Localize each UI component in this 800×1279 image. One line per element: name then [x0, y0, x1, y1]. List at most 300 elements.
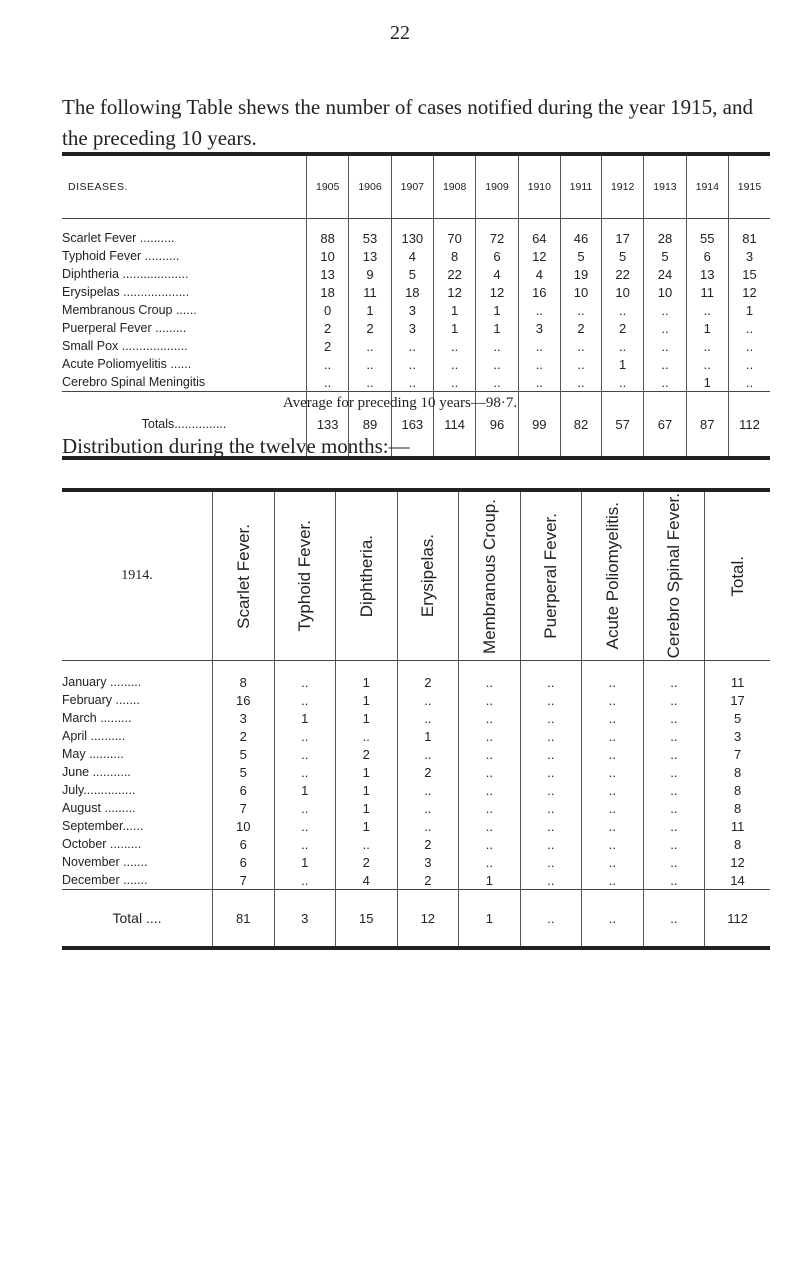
month-name: December ....... [62, 871, 213, 890]
cell-value: 64 [518, 219, 560, 248]
cell-value: 2 [307, 337, 349, 355]
month-name: August ......... [62, 799, 213, 817]
column-header-label: Membranous Croup. [479, 498, 499, 654]
cell-value: 1 [476, 319, 518, 337]
cell-value: 3 [518, 319, 560, 337]
cell-value: .. [601, 337, 643, 355]
column-header-label: Puerperal Fever. [541, 513, 561, 639]
month-name: April .......... [62, 727, 213, 745]
total-value: 87 [686, 392, 728, 459]
column-header-year: 1914. [62, 490, 213, 661]
table-row [62, 247, 770, 265]
total-value: 81 [213, 890, 275, 949]
table-row [62, 337, 770, 355]
total-value: 3 [274, 890, 336, 949]
cell-value: 18 [307, 283, 349, 301]
cell-value: .. [397, 745, 459, 763]
cell-value: .. [391, 355, 433, 373]
table-row [62, 853, 770, 871]
cell-value: 3 [391, 319, 433, 337]
column-header-disease [582, 490, 644, 661]
cell-value: .. [643, 745, 705, 763]
cell-value: 6 [213, 781, 275, 799]
total-value: 163 [391, 392, 433, 459]
cell-value: .. [307, 355, 349, 373]
cell-value: .. [644, 355, 686, 373]
cell-value: .. [459, 781, 521, 799]
cell-value: 8 [733, 800, 742, 816]
cell-value: .. [582, 871, 644, 890]
cell-value: 28 [644, 219, 686, 248]
cell-value: .. [582, 745, 644, 763]
cell-value: 12 [433, 283, 475, 301]
cell-value: .. [644, 337, 686, 355]
total-value: 82 [560, 392, 601, 459]
cell-value: .. [459, 835, 521, 853]
cell-value: .. [601, 373, 643, 392]
cell-value: 8 [213, 661, 275, 692]
column-header-label: Erysipelas. [418, 534, 438, 618]
column-header-year: 1907 [391, 154, 433, 219]
cell-value: .. [274, 727, 336, 745]
cell-value: .. [518, 373, 560, 392]
cell-value: .. [459, 799, 521, 817]
cell-value: 12 [518, 247, 560, 265]
cell-value: 81 [742, 230, 757, 246]
cell-value: 6 [476, 247, 518, 265]
column-header-label: Diphtheria. [356, 534, 376, 618]
disease-name: Scarlet Fever .......... [62, 219, 307, 248]
column-header-year: 1909 [476, 154, 518, 219]
column-header-year: 1905 [307, 154, 349, 219]
cell-value: .. [560, 301, 601, 319]
cell-value: .. [582, 817, 644, 835]
cell-value: 88 [307, 219, 349, 248]
total-value: 133 [307, 392, 349, 459]
cell-value: 18 [391, 283, 433, 301]
disease-name: Erysipelas ................... [62, 283, 307, 301]
cell-value: .. [643, 799, 705, 817]
cell-value: .. [643, 661, 705, 692]
column-header-disease [336, 490, 398, 661]
total-value: 57 [601, 392, 643, 459]
cell-value: .. [745, 320, 754, 336]
cell-value: .. [582, 763, 644, 781]
cell-value: .. [520, 745, 582, 763]
cell-value: 11 [686, 283, 728, 301]
cell-value: 4 [518, 265, 560, 283]
table-row [62, 691, 770, 709]
cell-value: .. [459, 727, 521, 745]
cell-value: .. [520, 799, 582, 817]
intro-text: The following Table shews the number of cases notified during the year 1915, and the preceding 10 years. [62, 95, 753, 150]
column-header-label: Total. [728, 555, 748, 597]
cell-value: .. [644, 373, 686, 392]
cell-value: 12 [730, 854, 745, 870]
cell-value: 2 [213, 727, 275, 745]
cell-value: 1 [336, 691, 398, 709]
cell-value: 1 [336, 817, 398, 835]
cell-value: 10 [307, 247, 349, 265]
cell-value: 1 [336, 763, 398, 781]
total-value: 89 [349, 392, 391, 459]
table-row [62, 283, 770, 301]
cell-value: 1 [349, 301, 391, 319]
cell-value: .. [560, 373, 601, 392]
average-note: Average for preceding 10 years—98·7. [282, 395, 518, 411]
cell-value: .. [643, 691, 705, 709]
cell-value: .. [560, 337, 601, 355]
cell-value: 10 [213, 817, 275, 835]
cell-value: 1 [336, 661, 398, 692]
cell-value: 46 [560, 219, 601, 248]
month-name: November ....... [62, 853, 213, 871]
cell-value: 1 [745, 302, 754, 318]
table-row [62, 355, 770, 373]
cell-value: .. [644, 301, 686, 319]
cell-value: 2 [601, 319, 643, 337]
cell-value: .. [745, 356, 754, 372]
cell-value: 1 [686, 319, 728, 337]
cell-value: .. [643, 763, 705, 781]
cell-value: 1 [274, 709, 336, 727]
column-header-label: Acute Poliomyelitis. [602, 502, 622, 650]
cell-value: 11 [730, 674, 745, 690]
cell-value: 12 [742, 284, 757, 300]
cell-value: 8 [733, 836, 742, 852]
cell-value: .. [518, 301, 560, 319]
cell-value: 53 [349, 219, 391, 248]
cell-value: 9 [349, 265, 391, 283]
table-row [62, 817, 770, 835]
totals-label: Total .... [62, 890, 213, 949]
totals-label: Totals............... [62, 392, 307, 459]
month-name: February ....... [62, 691, 213, 709]
cell-value: 7 [213, 799, 275, 817]
cell-value: .. [274, 661, 336, 692]
table-row [62, 265, 770, 283]
table-row [62, 727, 770, 745]
cell-value: .. [582, 781, 644, 799]
cell-value: .. [686, 355, 728, 373]
table-row [62, 871, 770, 890]
cell-value: .. [520, 835, 582, 853]
cell-value: 24 [644, 265, 686, 283]
cell-value: .. [520, 709, 582, 727]
month-name: May .......... [62, 745, 213, 763]
cell-value: .. [518, 355, 560, 373]
cell-value: 6 [213, 853, 275, 871]
total-value: 99 [518, 392, 560, 459]
cell-value: 72 [476, 219, 518, 248]
cell-value: 16 [213, 691, 275, 709]
total-value: .. [582, 890, 644, 949]
total-value: 114 [433, 392, 475, 459]
cell-value: .. [274, 871, 336, 890]
cell-value: 2 [560, 319, 601, 337]
cell-value: .. [643, 727, 705, 745]
cell-value: .. [459, 817, 521, 835]
cell-value: .. [274, 691, 336, 709]
cell-value: .. [307, 373, 349, 392]
cell-value: .. [397, 781, 459, 799]
notifications-by-year-table [62, 152, 770, 460]
month-name: September...... [62, 817, 213, 835]
cell-value: .. [336, 835, 398, 853]
cell-value: .. [476, 337, 518, 355]
cell-value: .. [582, 727, 644, 745]
cell-value: .. [520, 817, 582, 835]
cell-value: .. [391, 373, 433, 392]
cell-value: .. [274, 817, 336, 835]
cell-value: .. [560, 355, 601, 373]
column-header-label: Scarlet Fever. [233, 523, 253, 629]
cell-value: .. [643, 871, 705, 890]
page-number: 22 [390, 22, 410, 44]
cell-value: .. [582, 709, 644, 727]
cell-value: 1 [336, 781, 398, 799]
cell-value: .. [520, 853, 582, 871]
cell-value: .. [582, 661, 644, 692]
cell-value: 1 [397, 727, 459, 745]
cell-value: .. [644, 319, 686, 337]
cell-value: .. [433, 355, 475, 373]
disease-name: Cerebro Spinal Meningitis [62, 373, 307, 392]
cell-value: 4 [476, 265, 518, 283]
cell-value: 3 [733, 728, 742, 744]
cell-value: 1 [686, 373, 728, 392]
cell-value: 2 [307, 319, 349, 337]
column-header-disease [520, 490, 582, 661]
table-row [62, 835, 770, 853]
column-header-diseases: DISEASES. [62, 154, 307, 219]
cell-value: .. [349, 337, 391, 355]
table-row [62, 373, 770, 392]
disease-name: Small Pox ................... [62, 337, 307, 355]
cell-value: 4 [391, 247, 433, 265]
cell-value: .. [476, 355, 518, 373]
cell-value: .. [686, 301, 728, 319]
cell-value: 2 [336, 745, 398, 763]
cell-value: 13 [307, 265, 349, 283]
cell-value: 5 [213, 745, 275, 763]
cell-value: .. [520, 781, 582, 799]
month-name: October ......... [62, 835, 213, 853]
cell-value: 1 [476, 301, 518, 319]
cell-value: 10 [644, 283, 686, 301]
column-header-disease [397, 490, 459, 661]
cell-value: 3 [391, 301, 433, 319]
cell-value: 55 [686, 219, 728, 248]
cell-value: .. [520, 871, 582, 890]
cell-value: 1 [274, 781, 336, 799]
cell-value: 10 [560, 283, 601, 301]
cell-value: .. [433, 337, 475, 355]
column-header-label: Typhoid Fever. [295, 520, 315, 632]
cell-value: .. [459, 853, 521, 871]
cell-value: .. [745, 338, 754, 354]
cell-value: .. [459, 763, 521, 781]
cell-value: 11 [349, 283, 391, 301]
cell-value: 1 [601, 355, 643, 373]
table-row [62, 799, 770, 817]
cell-value: .. [582, 799, 644, 817]
cell-value: .. [582, 835, 644, 853]
cell-value: .. [643, 781, 705, 799]
cell-value: 7 [213, 871, 275, 890]
monthly-distribution-table [62, 488, 770, 950]
cell-value: 14 [730, 872, 745, 888]
cell-value: 4 [336, 871, 398, 890]
cell-value: .. [582, 853, 644, 871]
cell-value: 22 [433, 265, 475, 283]
cell-value: 2 [336, 853, 398, 871]
cell-value: 8 [733, 782, 742, 798]
column-header-year: 1910 [518, 154, 560, 219]
disease-name: Membranous Croup ...... [62, 301, 307, 319]
cell-value: 22 [601, 265, 643, 283]
month-name: July............... [62, 781, 213, 799]
cell-value: 1 [336, 799, 398, 817]
cell-value: 13 [349, 247, 391, 265]
cell-value: 16 [518, 283, 560, 301]
cell-value: 1 [274, 853, 336, 871]
cell-value: 3 [397, 853, 459, 871]
table-row [62, 219, 770, 248]
cell-value: 6 [686, 247, 728, 265]
month-name: March ......... [62, 709, 213, 727]
cell-value: 70 [433, 219, 475, 248]
cell-value: .. [391, 337, 433, 355]
cell-value: .. [349, 373, 391, 392]
cell-value: 17 [730, 692, 745, 708]
table-row [62, 781, 770, 799]
month-name: June ........... [62, 763, 213, 781]
cell-value: 7 [733, 746, 742, 762]
cell-value: 17 [601, 219, 643, 248]
cell-value: 11 [730, 818, 745, 834]
cell-value: 12 [476, 283, 518, 301]
cell-value: 2 [397, 763, 459, 781]
cell-value: .. [520, 691, 582, 709]
cell-value: 130 [391, 219, 433, 248]
column-header-label: Cerebro Spinal Fever. [664, 493, 684, 659]
cell-value: 5 [560, 247, 601, 265]
cell-value: .. [274, 745, 336, 763]
cell-value: 5 [733, 710, 742, 726]
cell-value: .. [336, 727, 398, 745]
cell-value: .. [349, 355, 391, 373]
cell-value: 5 [213, 763, 275, 781]
total-value: 67 [644, 392, 686, 459]
cell-value: .. [643, 709, 705, 727]
cell-value: 8 [433, 247, 475, 265]
cell-value: 1 [336, 709, 398, 727]
total-value: 96 [476, 392, 518, 459]
cell-value: 2 [397, 835, 459, 853]
cell-value: .. [433, 373, 475, 392]
column-header-disease [643, 490, 705, 661]
cell-value: 5 [391, 265, 433, 283]
table-row [62, 745, 770, 763]
cell-value: 5 [601, 247, 643, 265]
column-header-year: 1912 [601, 154, 643, 219]
cell-value: .. [459, 745, 521, 763]
column-header-year: 1913 [644, 154, 686, 219]
column-header-year: 1911 [560, 154, 601, 219]
cell-value: .. [745, 374, 754, 390]
cell-value: 6 [213, 835, 275, 853]
cell-value: 13 [686, 265, 728, 283]
table-row [62, 319, 770, 337]
table-row [62, 301, 770, 319]
column-header-year: 1908 [433, 154, 475, 219]
cell-value: 5 [644, 247, 686, 265]
cell-value: .. [397, 799, 459, 817]
cell-value: 1 [433, 301, 475, 319]
cell-value: 0 [307, 301, 349, 319]
cell-value: 2 [397, 661, 459, 692]
cell-value: .. [643, 817, 705, 835]
cell-value: .. [520, 763, 582, 781]
cell-value: .. [274, 763, 336, 781]
cell-value: .. [520, 727, 582, 745]
cell-value: .. [459, 709, 521, 727]
disease-name: Typhoid Fever .......... [62, 247, 307, 265]
cell-value: .. [582, 691, 644, 709]
total-value: 112 [705, 890, 770, 949]
cell-value: .. [459, 691, 521, 709]
cell-value: .. [686, 337, 728, 355]
cell-value: .. [643, 853, 705, 871]
total-value: 112 [728, 392, 770, 459]
total-value: .. [643, 890, 705, 949]
totals-row [62, 890, 770, 949]
cell-value: .. [520, 661, 582, 692]
cell-value: .. [397, 817, 459, 835]
cell-value: 1 [459, 871, 521, 890]
cell-value: 8 [733, 764, 742, 780]
column-header-disease [274, 490, 336, 661]
total-value: 12 [397, 890, 459, 949]
column-header-year: 1914 [686, 154, 728, 219]
disease-name: Puerperal Fever ......... [62, 319, 307, 337]
cell-value: 1 [433, 319, 475, 337]
cell-value: .. [459, 661, 521, 692]
disease-name: Acute Poliomyelitis ...... [62, 355, 307, 373]
table-row [62, 709, 770, 727]
total-value: .. [520, 890, 582, 949]
cell-value: 3 [745, 248, 754, 264]
column-header-year: 1906 [349, 154, 391, 219]
cell-value: 10 [601, 283, 643, 301]
cell-value: .. [601, 301, 643, 319]
disease-name: Diphtheria ................... [62, 265, 307, 283]
cell-value: .. [274, 835, 336, 853]
cell-value: .. [397, 709, 459, 727]
cell-value: .. [518, 337, 560, 355]
month-name: January ......... [62, 661, 213, 692]
cell-value: 3 [213, 709, 275, 727]
column-header-disease [705, 490, 770, 661]
table-row [62, 763, 770, 781]
cell-value: .. [643, 835, 705, 853]
cell-value: 2 [349, 319, 391, 337]
cell-value: 2 [397, 871, 459, 890]
total-value: 15 [336, 890, 398, 949]
cell-value: 15 [742, 266, 757, 282]
column-header-year: 1915 [728, 154, 770, 219]
